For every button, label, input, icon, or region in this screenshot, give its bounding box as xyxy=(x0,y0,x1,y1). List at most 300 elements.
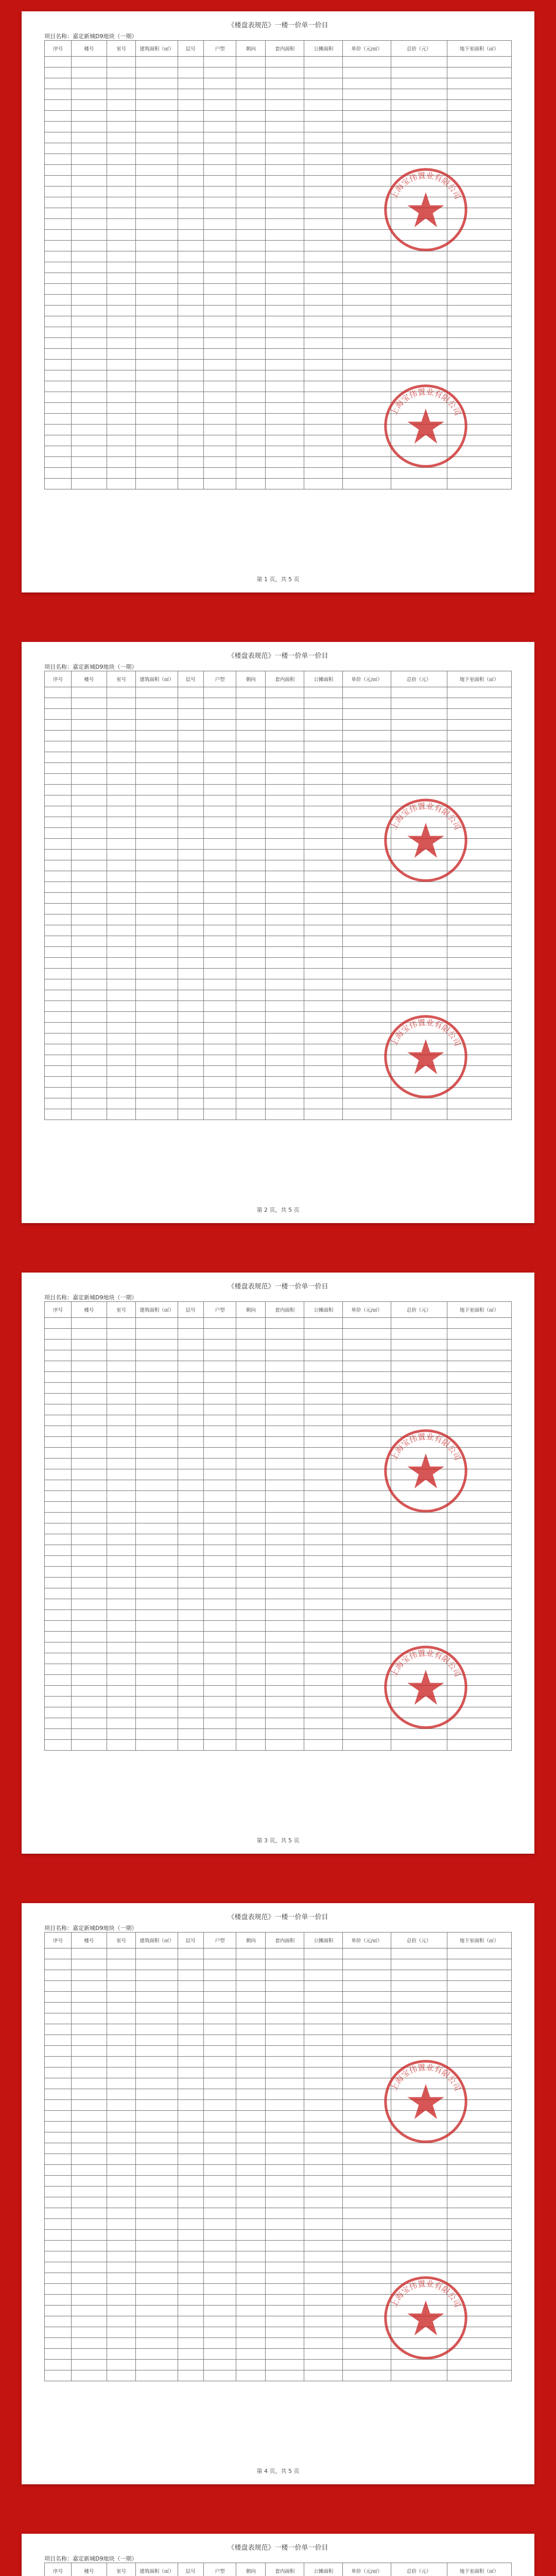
table-cell xyxy=(236,936,266,947)
table-cell xyxy=(203,89,236,100)
table-cell xyxy=(107,2241,136,2251)
table-cell xyxy=(266,2187,304,2197)
table-cell xyxy=(343,338,391,349)
table-cell xyxy=(72,2197,107,2208)
table-cell xyxy=(304,2241,343,2251)
table-cell xyxy=(391,2197,447,2208)
table-cell xyxy=(236,1578,266,1588)
table-cell xyxy=(178,392,203,403)
table-cell xyxy=(304,338,343,349)
table-cell xyxy=(107,969,136,979)
table-cell xyxy=(236,785,266,795)
table-cell xyxy=(45,990,72,1001)
table-cell xyxy=(203,1088,236,1098)
table-cell xyxy=(266,251,304,262)
table-cell xyxy=(107,1697,136,1707)
table-cell xyxy=(447,349,511,360)
table-cell xyxy=(136,990,178,1001)
svg-text:上海宝伟置业有限公司: 上海宝伟置业有限公司 xyxy=(389,1648,463,1679)
column-header: 层号 xyxy=(178,1302,203,1318)
table-cell xyxy=(107,1001,136,1012)
table-cell xyxy=(304,219,343,230)
table-cell xyxy=(236,403,266,414)
table-cell xyxy=(72,1675,107,1686)
table-cell xyxy=(136,1426,178,1437)
table-cell xyxy=(178,850,203,860)
table-cell xyxy=(203,2176,236,2187)
table-cell xyxy=(72,1970,107,1981)
table-cell xyxy=(203,479,236,489)
table-cell xyxy=(304,2143,343,2154)
table-cell xyxy=(391,1610,447,1621)
table-cell xyxy=(236,1426,266,1437)
table-cell xyxy=(136,1329,178,1340)
table-cell xyxy=(391,763,447,774)
table-cell xyxy=(304,828,343,839)
table-cell xyxy=(391,132,447,143)
table-cell xyxy=(266,860,304,871)
table-cell xyxy=(72,1426,107,1437)
table-cell xyxy=(178,731,203,741)
table-cell xyxy=(203,969,236,979)
table-cell xyxy=(72,741,107,752)
table-cell xyxy=(72,1055,107,1066)
table-cell xyxy=(447,1523,511,1534)
table-cell xyxy=(178,2176,203,2187)
table-cell xyxy=(304,165,343,176)
table-cell xyxy=(178,349,203,360)
table-cell xyxy=(236,435,266,446)
table-cell xyxy=(304,1970,343,1981)
table-cell xyxy=(343,741,391,752)
table-cell xyxy=(136,2143,178,2154)
table-cell xyxy=(236,1394,266,1404)
table-cell xyxy=(72,468,107,479)
table-cell xyxy=(45,381,72,392)
table-cell xyxy=(236,2046,266,2057)
page-number: 第 2 页，共 5 页 xyxy=(256,1207,300,1213)
table-cell xyxy=(304,122,343,132)
table-cell xyxy=(72,1469,107,1480)
table-cell xyxy=(178,176,203,187)
table-cell xyxy=(72,2273,107,2284)
table-cell xyxy=(72,425,107,435)
table-cell xyxy=(343,1350,391,1361)
table-cell xyxy=(236,457,266,468)
table-cell xyxy=(304,1012,343,1023)
table-cell xyxy=(343,904,391,914)
table-cell xyxy=(72,752,107,763)
table-cell xyxy=(447,914,511,925)
table-cell xyxy=(447,1329,511,1340)
table-cell xyxy=(178,1632,203,1642)
table-cell xyxy=(304,958,343,969)
table-cell xyxy=(343,914,391,925)
table-cell xyxy=(72,165,107,176)
table-cell xyxy=(447,2219,511,2230)
table-cell xyxy=(203,763,236,774)
table-cell xyxy=(72,57,107,67)
table-cell xyxy=(304,306,343,316)
table-cell xyxy=(304,1513,343,1523)
table-cell xyxy=(72,479,107,489)
table-cell xyxy=(178,2262,203,2273)
table-cell xyxy=(107,1404,136,1415)
table-cell xyxy=(45,100,72,111)
table-cell xyxy=(136,1491,178,1502)
table-cell xyxy=(72,2208,107,2219)
table-cell xyxy=(266,1404,304,1415)
table-cell xyxy=(107,774,136,785)
table-cell xyxy=(391,370,447,381)
table-cell xyxy=(343,2230,391,2241)
table-cell xyxy=(45,2284,72,2295)
table-cell xyxy=(45,2327,72,2338)
table-cell xyxy=(72,1632,107,1642)
table-cell xyxy=(304,208,343,219)
table-cell xyxy=(107,165,136,176)
table-cell xyxy=(136,871,178,882)
table-row xyxy=(45,709,512,720)
table-cell xyxy=(107,295,136,306)
table-cell xyxy=(45,1044,72,1055)
table-cell xyxy=(343,687,391,698)
table-cell xyxy=(203,1545,236,1556)
table-cell xyxy=(236,1480,266,1491)
table-row xyxy=(45,1992,512,2003)
table-cell xyxy=(107,403,136,414)
table-cell xyxy=(45,2046,72,2057)
table-cell xyxy=(72,414,107,425)
table-cell xyxy=(45,904,72,914)
table-cell xyxy=(203,785,236,795)
table-cell xyxy=(178,1707,203,1718)
table-cell xyxy=(45,2176,72,2187)
table-row xyxy=(45,698,512,709)
table-cell xyxy=(343,990,391,1001)
table-cell xyxy=(178,381,203,392)
table-cell xyxy=(72,457,107,468)
table-cell xyxy=(203,1340,236,1350)
column-header: 户型 xyxy=(203,1933,236,1948)
table-cell xyxy=(266,197,304,208)
table-cell xyxy=(266,1001,304,1012)
table-cell xyxy=(178,1340,203,1350)
table-cell xyxy=(266,731,304,741)
table-cell xyxy=(343,1534,391,1545)
table-cell xyxy=(391,89,447,100)
table-cell xyxy=(304,806,343,817)
table-row xyxy=(45,947,512,958)
table-row xyxy=(45,1578,512,1588)
table-cell xyxy=(72,871,107,882)
table-cell xyxy=(45,2273,72,2284)
table-cell xyxy=(266,2338,304,2349)
table-cell xyxy=(203,2262,236,2273)
table-cell xyxy=(107,2035,136,2046)
table-cell xyxy=(304,709,343,720)
table-cell xyxy=(236,2067,266,2078)
table-cell xyxy=(304,2370,343,2381)
table-cell xyxy=(45,67,72,78)
table-cell xyxy=(178,1959,203,1970)
table-cell xyxy=(391,1740,447,1751)
table-cell xyxy=(343,132,391,143)
table-cell xyxy=(266,1033,304,1044)
table-cell xyxy=(343,1394,391,1404)
sheet-subtitle: 项目名称：嘉定新城D9地块（一期） xyxy=(44,1294,137,1301)
table-cell xyxy=(136,1109,178,1120)
table-cell xyxy=(203,1707,236,1718)
table-cell xyxy=(203,1610,236,1621)
table-cell xyxy=(178,1970,203,1981)
table-cell xyxy=(203,1023,236,1033)
table-cell xyxy=(136,143,178,154)
table-cell xyxy=(236,731,266,741)
table-cell xyxy=(304,316,343,327)
table-cell xyxy=(203,1632,236,1642)
table-cell xyxy=(203,1970,236,1981)
table-cell xyxy=(203,327,236,338)
table-cell xyxy=(72,1066,107,1077)
table-cell xyxy=(236,414,266,425)
table-cell xyxy=(203,132,236,143)
table-cell xyxy=(72,111,107,122)
table-cell xyxy=(178,1718,203,1729)
table-cell xyxy=(304,914,343,925)
table-cell xyxy=(178,2208,203,2219)
table-cell xyxy=(304,2187,343,2197)
table-cell xyxy=(391,2154,447,2165)
table-cell xyxy=(72,1981,107,1992)
table-cell xyxy=(107,2349,136,2360)
table-cell xyxy=(236,468,266,479)
table-cell xyxy=(236,2176,266,2187)
table-cell xyxy=(391,1109,447,1120)
table-cell xyxy=(136,860,178,871)
table-cell xyxy=(136,763,178,774)
table-cell xyxy=(72,1459,107,1469)
table-cell xyxy=(391,731,447,741)
table-cell xyxy=(236,1491,266,1502)
table-cell xyxy=(72,2349,107,2360)
table-cell xyxy=(391,306,447,316)
table-cell xyxy=(178,828,203,839)
table-cell xyxy=(343,273,391,284)
table-cell xyxy=(343,262,391,273)
table-cell xyxy=(266,958,304,969)
table-cell xyxy=(107,893,136,904)
table-cell xyxy=(136,435,178,446)
table-cell xyxy=(304,1361,343,1372)
table-cell xyxy=(72,67,107,78)
table-cell xyxy=(203,2241,236,2251)
price-sheet-page xyxy=(22,11,534,592)
table-cell xyxy=(178,143,203,154)
svg-text:上海宝伟置业有限公司: 上海宝伟置业有限公司 xyxy=(389,2062,463,2093)
table-cell xyxy=(72,2327,107,2338)
table-cell xyxy=(304,468,343,479)
table-cell xyxy=(203,936,236,947)
column-header: 地下室面积（㎡） xyxy=(447,1302,511,1318)
column-header: 序号 xyxy=(45,671,72,687)
table-cell xyxy=(304,817,343,828)
table-cell xyxy=(203,1448,236,1459)
table-cell xyxy=(343,2154,391,2165)
column-header: 套内面积 xyxy=(266,1933,304,1948)
table-cell xyxy=(304,2057,343,2067)
table-cell xyxy=(72,2284,107,2295)
table-cell xyxy=(304,1740,343,1751)
table-cell xyxy=(447,262,511,273)
table-cell xyxy=(236,1340,266,1350)
table-cell xyxy=(72,1372,107,1383)
table-cell xyxy=(203,143,236,154)
column-header: 室号 xyxy=(107,671,136,687)
table-cell xyxy=(136,1686,178,1697)
table-cell xyxy=(72,2219,107,2230)
table-cell xyxy=(304,1697,343,1707)
table-cell xyxy=(203,78,236,89)
table-cell xyxy=(266,100,304,111)
table-cell xyxy=(178,2338,203,2349)
table-cell xyxy=(236,1077,266,1088)
table-cell xyxy=(236,1740,266,1751)
table-cell xyxy=(266,1469,304,1480)
table-cell xyxy=(343,1959,391,1970)
table-cell xyxy=(236,1098,266,1109)
table-cell xyxy=(447,969,511,979)
column-header: 序号 xyxy=(45,2563,72,2576)
table-row xyxy=(45,720,512,731)
table-cell xyxy=(343,731,391,741)
table-cell xyxy=(266,1992,304,2003)
table-cell xyxy=(178,785,203,795)
table-cell xyxy=(266,2111,304,2122)
table-cell xyxy=(203,2013,236,2024)
table-cell xyxy=(45,1340,72,1350)
table-cell xyxy=(178,806,203,817)
table-row xyxy=(45,1340,512,1350)
column-header: 楼号 xyxy=(72,41,107,57)
table-cell xyxy=(447,2197,511,2208)
table-cell xyxy=(203,698,236,709)
table-cell xyxy=(107,1959,136,1970)
table-cell xyxy=(178,1394,203,1404)
table-cell xyxy=(236,251,266,262)
table-cell xyxy=(72,925,107,936)
table-cell xyxy=(203,1077,236,1088)
table-cell xyxy=(107,262,136,273)
table-cell xyxy=(107,457,136,468)
table-cell xyxy=(236,2360,266,2370)
table-cell xyxy=(447,2176,511,2187)
table-cell xyxy=(266,904,304,914)
table-cell xyxy=(236,2230,266,2241)
table-cell xyxy=(178,1642,203,1653)
table-cell xyxy=(136,165,178,176)
table-cell xyxy=(136,2046,178,2057)
table-cell xyxy=(203,2284,236,2295)
table-cell xyxy=(203,1621,236,1632)
table-row xyxy=(45,1109,512,1120)
table-cell xyxy=(304,990,343,1001)
table-cell xyxy=(236,425,266,435)
table-cell xyxy=(304,969,343,979)
table-cell xyxy=(107,360,136,370)
table-cell xyxy=(343,2262,391,2273)
table-cell xyxy=(178,2187,203,2197)
table-cell xyxy=(107,435,136,446)
table-cell xyxy=(72,1098,107,1109)
table-cell xyxy=(45,1361,72,1372)
table-cell xyxy=(107,979,136,990)
table-cell xyxy=(45,698,72,709)
table-cell xyxy=(107,67,136,78)
table-cell xyxy=(343,2013,391,2024)
table-cell xyxy=(178,370,203,381)
table-cell xyxy=(391,1621,447,1632)
table-cell xyxy=(72,936,107,947)
table-cell xyxy=(391,273,447,284)
table-cell xyxy=(136,230,178,241)
table-cell xyxy=(178,893,203,904)
table-cell xyxy=(391,969,447,979)
table-cell xyxy=(391,2176,447,2187)
table-cell xyxy=(266,1415,304,1426)
table-cell xyxy=(136,2284,178,2295)
table-cell xyxy=(107,2295,136,2306)
column-header: 公摊面积 xyxy=(304,41,343,57)
table-cell xyxy=(447,1599,511,1610)
table-cell xyxy=(203,871,236,882)
table-cell xyxy=(266,785,304,795)
table-cell xyxy=(178,1023,203,1033)
table-cell xyxy=(136,1599,178,1610)
table-cell xyxy=(236,1707,266,1718)
table-cell xyxy=(45,1642,72,1653)
table-cell xyxy=(203,1642,236,1653)
table-cell xyxy=(236,306,266,316)
table-cell xyxy=(447,2251,511,2262)
table-cell xyxy=(45,132,72,143)
table-cell xyxy=(72,1718,107,1729)
table-cell xyxy=(107,425,136,435)
table-cell xyxy=(266,893,304,904)
table-cell xyxy=(178,165,203,176)
table-cell xyxy=(72,914,107,925)
table-cell xyxy=(178,904,203,914)
table-cell xyxy=(203,990,236,1001)
table-cell xyxy=(391,2046,447,2057)
table-cell xyxy=(203,774,236,785)
table-row xyxy=(45,893,512,904)
sheet-subtitle: 项目名称：嘉定新城D9地块（一期） xyxy=(44,2555,137,2562)
table-cell xyxy=(236,327,266,338)
table-cell xyxy=(45,446,72,457)
table-cell xyxy=(178,2327,203,2338)
table-cell xyxy=(178,947,203,958)
table-cell xyxy=(203,262,236,273)
table-cell xyxy=(107,446,136,457)
table-cell xyxy=(236,154,266,165)
table-cell xyxy=(136,1588,178,1599)
table-cell xyxy=(304,1044,343,1055)
table-cell xyxy=(203,338,236,349)
table-cell xyxy=(203,2306,236,2316)
table-cell xyxy=(447,89,511,100)
table-cell xyxy=(45,1066,72,1077)
